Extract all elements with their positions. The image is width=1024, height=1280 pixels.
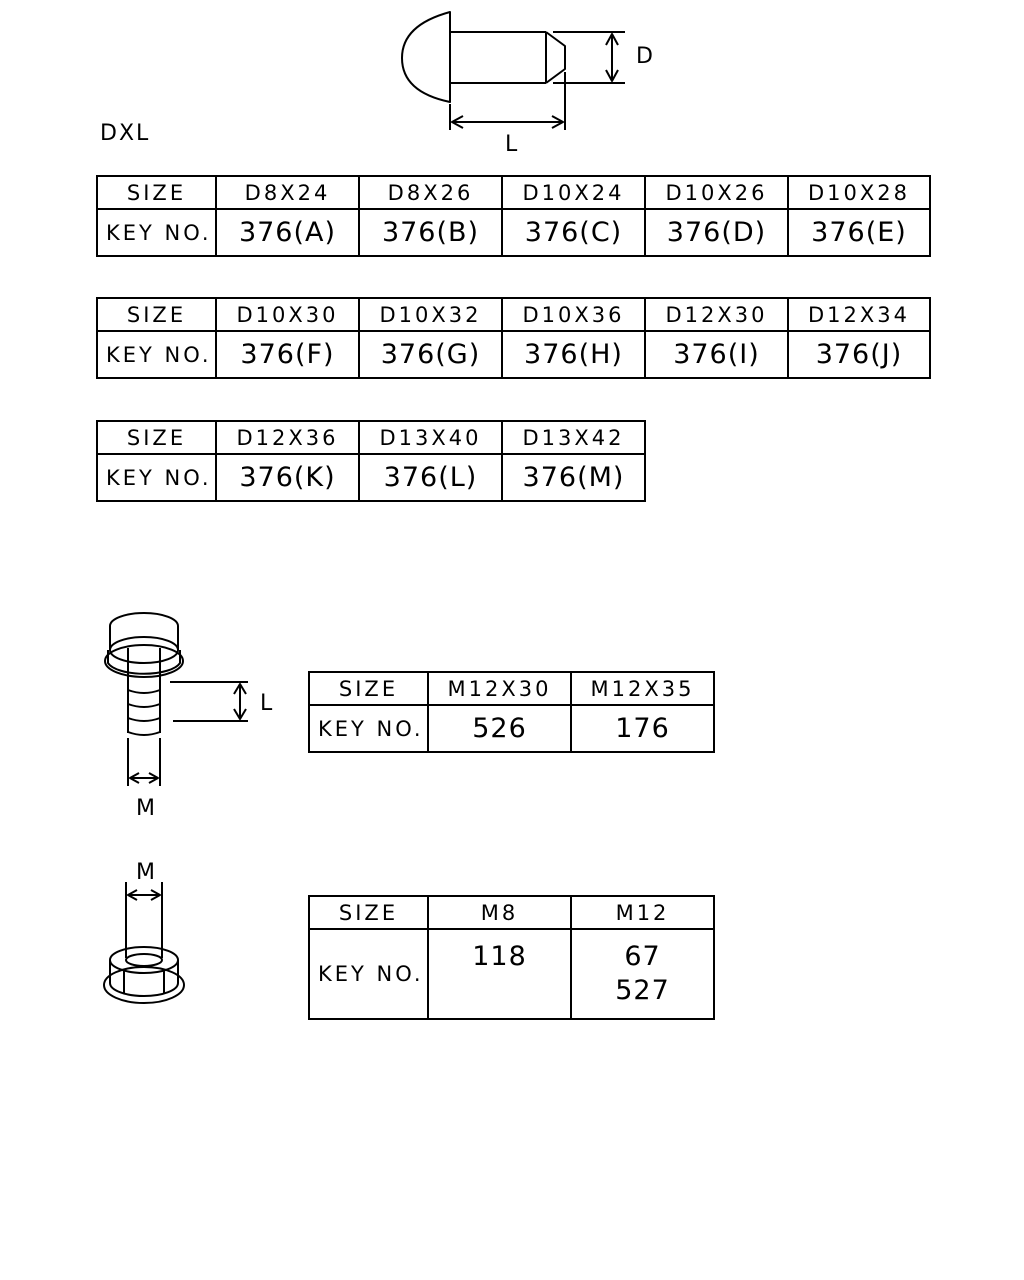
key-row [309,929,714,1019]
key-cell: 376(H) [502,331,645,378]
size-cell: D10X24 [502,176,645,209]
key-row [309,705,714,752]
size-row [309,896,714,929]
key-row [97,209,930,256]
key-cell: 376(J) [788,331,930,378]
size-header: SIZE [309,672,428,705]
rivet-key-table-3 [96,420,646,502]
key-number: 118 [472,941,527,972]
rivet-size-format-label: DXL [100,121,151,146]
key-header: KEY NO. [97,209,216,256]
key-cell: 376(K) [216,454,359,501]
rivet-length-label: L [505,132,520,157]
size-row [97,421,645,454]
rivet-pin-diagram [402,12,625,130]
key-header: KEY NO. [97,454,216,501]
rivet-diameter-label: D [636,44,655,69]
key-cell: 376(D) [645,209,788,256]
bolt-key-table [308,671,715,753]
key-cell: 376(M) [502,454,645,501]
size-cell: D10X26 [645,176,788,209]
size-cell: D13X40 [359,421,502,454]
key-cell: 376(G) [359,331,502,378]
key-number: 67 [624,941,661,972]
key-header: KEY NO. [309,929,428,1019]
key-header: KEY NO. [309,705,428,752]
key-cell: 376(L) [359,454,502,501]
size-cell: M12X35 [571,672,714,705]
key-row [97,331,930,378]
bolt-thread-label: M [136,796,157,821]
size-cell: M8 [428,896,571,929]
size-cell: D10X32 [359,298,502,331]
size-cell: D10X30 [216,298,359,331]
key-cell: 376(E) [788,209,930,256]
key-cell: 376(B) [359,209,502,256]
size-cell: D10X36 [502,298,645,331]
size-cell: M12X30 [428,672,571,705]
key-cell: 376(A) [216,209,359,256]
key-cell: 376(F) [216,331,359,378]
size-cell: D8X24 [216,176,359,209]
key-number: 527 [615,975,670,1006]
key-cell [428,929,571,1019]
key-row [97,454,645,501]
nut-thread-label: M [136,860,157,885]
key-cell: 176 [571,705,714,752]
size-cell: D12X30 [645,298,788,331]
size-row [97,176,930,209]
size-header: SIZE [97,421,216,454]
size-header: SIZE [97,176,216,209]
size-row [97,298,930,331]
key-header: KEY NO. [97,331,216,378]
size-cell: D12X34 [788,298,930,331]
bolt-length-label: L [260,691,275,716]
size-cell: D13X42 [502,421,645,454]
key-cell: 526 [428,705,571,752]
size-cell: D12X36 [216,421,359,454]
key-cell [571,929,714,1019]
flange-bolt-diagram [105,613,248,786]
size-cell: D10X28 [788,176,930,209]
rivet-key-table-2 [96,297,931,379]
size-row [309,672,714,705]
size-header: SIZE [309,896,428,929]
nut-key-table [308,895,715,1020]
size-header: SIZE [97,298,216,331]
flange-nut-diagram [104,882,184,1003]
size-cell: M12 [571,896,714,929]
key-cell: 376(I) [645,331,788,378]
size-cell: D8X26 [359,176,502,209]
key-cell: 376(C) [502,209,645,256]
rivet-key-table-1 [96,175,931,257]
